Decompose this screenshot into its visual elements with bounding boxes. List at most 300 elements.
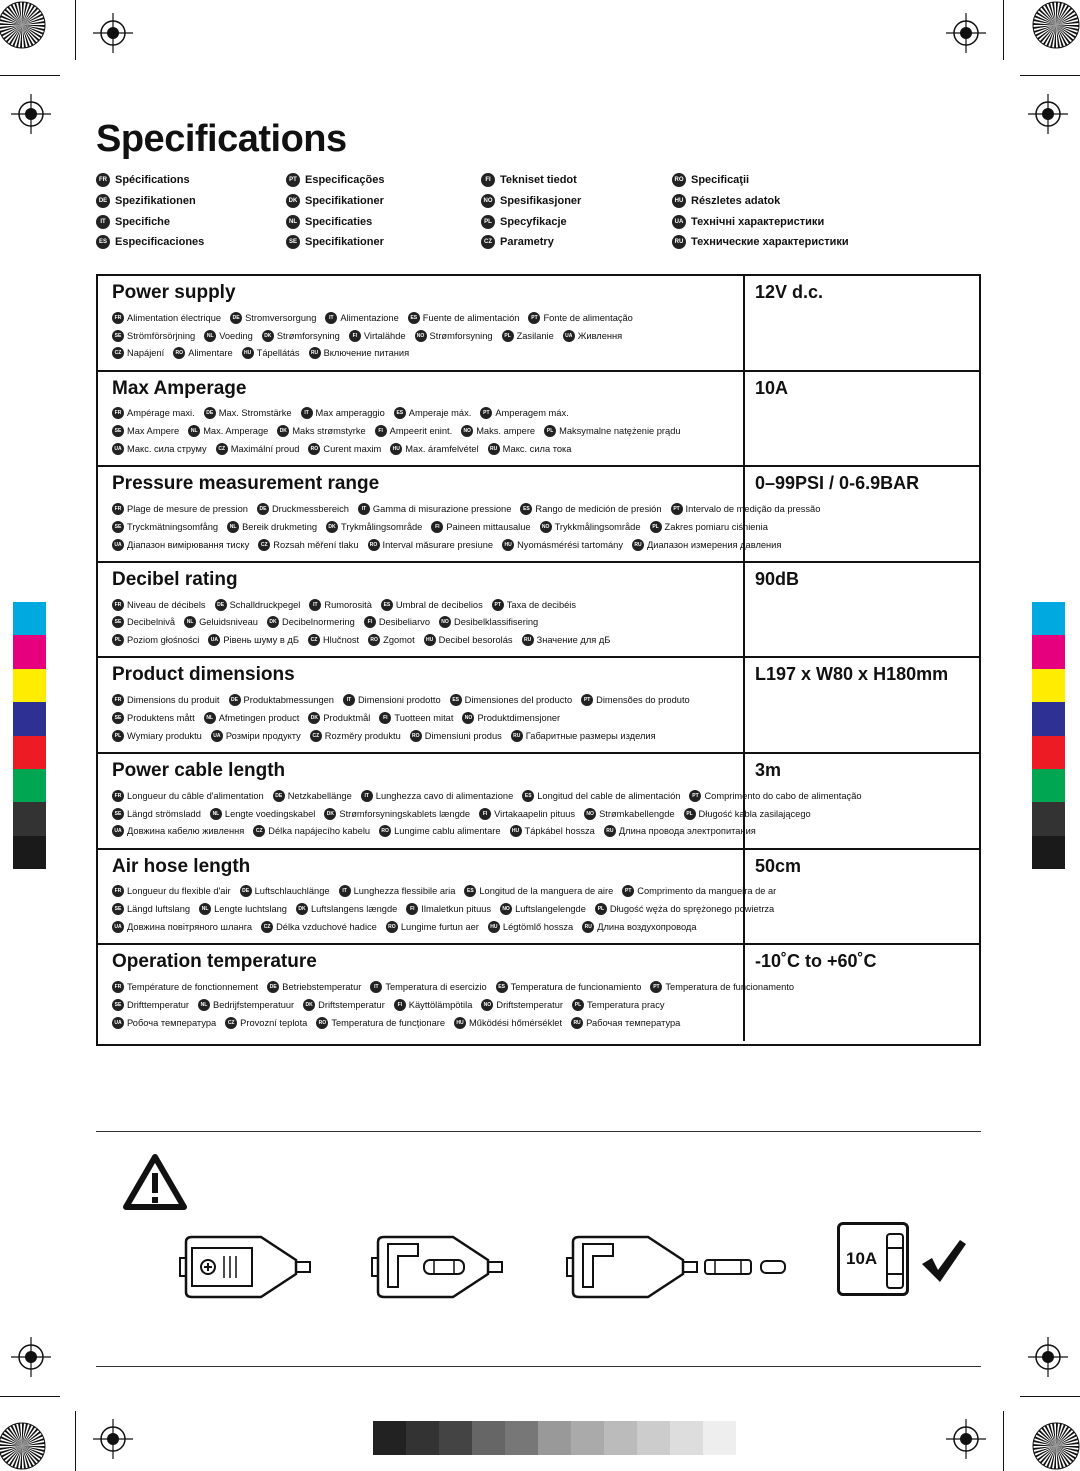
translation-item — [211, 730, 301, 742]
flag-ro-icon: RO — [173, 347, 185, 359]
flag-fr-icon: FR — [112, 885, 124, 897]
flag-no-icon: NO — [584, 808, 596, 820]
fuse-box — [837, 1222, 909, 1296]
translation-text: Plage de mesure de pression — [127, 504, 248, 515]
translation-text: Virtalähde — [363, 330, 406, 341]
translation-item — [199, 903, 287, 915]
flag-ru-icon: RU — [632, 539, 644, 551]
translation-item — [326, 521, 422, 533]
translation-item — [584, 808, 674, 820]
translation-item — [112, 330, 195, 342]
flag-pl-icon: PL — [650, 521, 662, 533]
flag-nl-icon: NL — [188, 425, 200, 437]
flag-se-icon: SE — [112, 330, 124, 342]
translation-line — [112, 823, 756, 841]
translation-item — [370, 981, 486, 993]
flag-fi-icon: FI — [406, 903, 418, 915]
translation-item — [672, 211, 849, 232]
warning-icon — [122, 1153, 188, 1211]
flag-se-icon: SE — [112, 903, 124, 915]
flag-ro-icon: RO — [308, 443, 320, 455]
translation-item — [112, 825, 244, 837]
translation-text: Spécifications — [115, 174, 190, 187]
translation-line — [112, 405, 742, 423]
translation-text: Részletes adatok — [691, 195, 781, 208]
spec-value: -10˚C to +60˚C — [755, 951, 877, 972]
translation-text: Strømforsyningskablets længde — [339, 808, 471, 819]
translation-item — [310, 730, 401, 742]
flag-ua-icon: UA — [112, 825, 124, 837]
color-swatch — [13, 702, 46, 735]
translation-item — [650, 521, 768, 533]
translation-item — [622, 885, 776, 897]
flag-cz-icon: CZ — [225, 1017, 237, 1029]
translation-item — [581, 694, 690, 706]
translation-text: Tuotteen mitat — [394, 713, 454, 724]
translation-item — [358, 503, 511, 515]
flag-fr-icon: FR — [112, 599, 124, 611]
translation-line — [112, 1014, 742, 1032]
starburst-mark-icon — [1031, 0, 1080, 50]
translation-text: Temperatura de funcionamiento — [510, 982, 642, 993]
gray-swatch — [472, 1421, 505, 1455]
flag-se-icon: SE — [286, 235, 300, 249]
translation-item — [267, 616, 355, 628]
flag-it-icon: IT — [343, 694, 355, 706]
translation-item — [262, 330, 340, 342]
flag-cz-icon: CZ — [310, 730, 322, 742]
color-swatch — [1032, 802, 1065, 835]
translation-item — [230, 312, 316, 324]
flag-ro-icon: RO — [672, 173, 686, 187]
color-swatch — [13, 602, 46, 635]
flag-nl-icon: NL — [286, 215, 300, 229]
translation-item — [379, 825, 500, 837]
translation-item — [112, 981, 258, 993]
spec-row — [98, 563, 979, 659]
translation-item — [488, 921, 573, 933]
flag-de-icon: DE — [215, 599, 227, 611]
spec-label-cell — [98, 850, 777, 944]
translation-text: Max. áramfelvétel — [405, 444, 479, 455]
translation-text: Interval măsurare presiune — [382, 539, 494, 550]
translation-line — [112, 631, 742, 649]
translation-text: Amperagem máx. — [495, 408, 569, 419]
flag-pt-icon: PT — [689, 790, 701, 802]
translation-text: Технічні характеристики — [691, 215, 825, 228]
specifications-table — [96, 274, 981, 1046]
translation-item — [258, 539, 358, 551]
flag-ru-icon: RU — [571, 1017, 583, 1029]
translation-item — [431, 521, 530, 533]
flag-fi-icon: FI — [379, 712, 391, 724]
translation-text: Діапазон вимірювання тиску — [127, 539, 250, 550]
spec-translations — [112, 883, 777, 936]
translation-column — [96, 170, 204, 253]
spec-value: 10A — [755, 377, 789, 398]
flag-pl-icon: PL — [572, 999, 584, 1011]
flag-hu-icon: HU — [488, 921, 500, 933]
translation-item — [112, 425, 179, 437]
translation-item — [112, 634, 199, 646]
translation-text: Comprimento do cabo de alimentação — [704, 790, 862, 801]
translation-text: Tápkábel hossza — [524, 826, 595, 837]
translation-text: Desibeliarvo — [378, 617, 430, 628]
flag-nl-icon: NL — [227, 521, 239, 533]
translation-text: Dimensions du produit — [127, 695, 220, 706]
translation-line — [112, 309, 742, 327]
translation-text: Wymiary produktu — [127, 730, 202, 741]
translation-text: Temperatura pracy — [587, 999, 665, 1010]
spec-translations — [112, 787, 862, 840]
translation-item — [112, 312, 221, 324]
translation-item — [112, 790, 264, 802]
translation-item — [464, 885, 613, 897]
translation-item — [689, 790, 861, 802]
translation-item — [450, 694, 573, 706]
flag-dk-icon: DK — [267, 616, 279, 628]
translation-text: Druckmessbereich — [271, 504, 349, 515]
translation-item — [204, 712, 300, 724]
translation-item — [479, 808, 575, 820]
checkmark-icon — [918, 1236, 968, 1284]
translation-text: Specifiche — [115, 215, 171, 228]
translation-text: Decibel besorolás — [438, 635, 513, 646]
translation-text: Розміри продукту — [225, 730, 301, 741]
translation-item — [502, 539, 623, 551]
color-swatch — [13, 669, 46, 702]
flag-pt-icon: PT — [492, 599, 504, 611]
flag-nl-icon: NL — [210, 808, 222, 820]
translation-text: Specyfikacje — [500, 215, 567, 228]
crop-mark — [1003, 1411, 1004, 1471]
color-swatch — [1032, 836, 1065, 869]
spec-label-cell — [98, 563, 745, 657]
translation-text: Lunghezza cavo di alimentazione — [375, 790, 514, 801]
translation-text: Délka vzduchové hadice — [276, 922, 377, 933]
translation-text: Значение для дБ — [536, 635, 611, 646]
spec-name: Power cable length — [112, 760, 286, 781]
translation-text: Comprimento da mangueira de ar — [637, 886, 777, 897]
translation-text: Длина воздухопровода — [597, 922, 697, 933]
translation-item — [208, 634, 299, 646]
flag-pl-icon: PL — [502, 330, 514, 342]
flag-ru-icon: RU — [309, 347, 321, 359]
translation-text: Zasilanie — [516, 330, 554, 341]
translation-text: Max amperaggio — [315, 408, 385, 419]
translation-text: Alimentazione — [340, 312, 399, 323]
spec-row — [98, 658, 979, 754]
spec-name: Operation temperature — [112, 951, 317, 973]
translation-item — [112, 694, 220, 706]
flag-ro-icon: RO — [410, 730, 422, 742]
gray-swatch — [571, 1421, 604, 1455]
flag-no-icon: NO — [481, 194, 495, 208]
translation-text: Parametry — [500, 236, 554, 249]
flag-dk-icon: DK — [296, 903, 308, 915]
translation-line — [112, 787, 862, 805]
translation-text: Довжина повітряного шланга — [127, 922, 253, 933]
translation-item — [96, 191, 204, 212]
translation-text: Tekniset tiedot — [500, 174, 577, 187]
translation-text: Netzkabellänge — [287, 790, 352, 801]
color-swatch — [13, 836, 46, 869]
translation-item — [325, 312, 398, 324]
flag-se-icon: SE — [112, 521, 124, 533]
translation-item — [286, 211, 385, 232]
flag-hu-icon: HU — [424, 634, 436, 646]
spec-translations — [112, 691, 742, 744]
translation-item — [96, 170, 204, 191]
flag-ua-icon: UA — [211, 730, 223, 742]
spec-row — [98, 372, 979, 468]
flag-fi-icon: FI — [364, 616, 376, 628]
flag-it-icon: IT — [325, 312, 337, 324]
flag-se-icon: SE — [112, 712, 124, 724]
translation-item — [480, 407, 568, 419]
translation-text: Alimentation électrique — [127, 312, 222, 323]
translation-text: Luftslangens længde — [310, 904, 398, 915]
flag-fr-icon: FR — [112, 981, 124, 993]
flag-it-icon: IT — [309, 599, 321, 611]
flag-ru-icon: RU — [488, 443, 500, 455]
translation-text: Rango de medición de presión — [535, 504, 662, 515]
translation-text: Specifikationer — [305, 236, 384, 249]
translation-item — [96, 211, 204, 232]
translation-text: Niveau de décibels — [127, 599, 206, 610]
translation-item — [242, 347, 300, 359]
translation-text: Живлення — [577, 330, 623, 341]
crop-mark — [0, 1396, 60, 1397]
translation-line — [112, 422, 742, 440]
translation-text: Luftschlauchlänge — [254, 886, 330, 897]
spec-translations — [112, 309, 742, 362]
flag-se-icon: SE — [112, 808, 124, 820]
translation-text: Tápellátás — [256, 348, 300, 359]
translation-text: Zgomot — [383, 635, 415, 646]
flag-cz-icon: CZ — [481, 235, 495, 249]
translation-column — [672, 170, 849, 253]
color-swatch — [13, 635, 46, 668]
translation-item — [540, 521, 641, 533]
spec-name: Power supply — [112, 282, 236, 303]
translation-text: Provozní teplota — [240, 1017, 308, 1028]
flag-fi-icon: FI — [349, 330, 361, 342]
translation-item — [481, 999, 563, 1011]
flag-pl-icon: PL — [112, 730, 124, 742]
translation-text: Especificações — [305, 174, 385, 187]
translation-text: Specificaties — [305, 215, 373, 228]
translation-text: Taxa de decibéis — [506, 599, 577, 610]
translation-text: Spezifikationen — [115, 195, 196, 208]
translation-text: Decibelnormering — [281, 617, 355, 628]
translation-text: Nyomásmérési tartomány — [517, 539, 624, 550]
flag-se-icon: SE — [112, 616, 124, 628]
translation-item — [273, 790, 352, 802]
translation-text: Bedrijfstemperatuur — [213, 999, 295, 1010]
divider-bottom — [96, 1366, 981, 1367]
translation-item — [520, 503, 661, 515]
color-swatch — [1032, 635, 1065, 668]
translation-item — [173, 347, 232, 359]
flag-de-icon: DE — [257, 503, 269, 515]
flag-pt-icon: PT — [528, 312, 540, 324]
gray-swatch — [637, 1421, 670, 1455]
spec-name: Pressure measurement range — [112, 473, 380, 495]
translation-text: Max Ampere — [127, 426, 180, 437]
flag-fi-icon: FI — [375, 425, 387, 437]
spec-label-cell — [98, 372, 745, 466]
starburst-mark-icon — [1031, 1421, 1080, 1471]
translation-item — [215, 599, 301, 611]
flag-no-icon: NO — [462, 712, 474, 724]
translation-item — [112, 599, 206, 611]
translation-text: Strømkabellengde — [599, 808, 675, 819]
translation-text: Desibelklassifisering — [454, 617, 539, 628]
flag-dk-icon: DK — [303, 999, 315, 1011]
translation-text: Lungime furtun aer — [400, 922, 479, 933]
translation-item — [522, 634, 611, 646]
translation-item — [672, 232, 849, 253]
color-swatch — [13, 769, 46, 802]
translation-text: Betriebstemperatur — [282, 982, 362, 993]
translation-text: Longitud del cable de alimentación — [537, 790, 681, 801]
translation-text: Tryckmätningsomfång — [127, 521, 219, 532]
flag-ru-icon: RU — [604, 825, 616, 837]
color-swatch — [1032, 736, 1065, 769]
flag-nl-icon: NL — [199, 903, 211, 915]
translation-text: Maksymalne natężenie prądu — [559, 426, 681, 437]
spec-translations — [112, 500, 821, 553]
translation-text: Rumorosità — [324, 599, 372, 610]
flag-hu-icon: HU — [390, 443, 402, 455]
translation-text: Dimensões do produto — [596, 695, 690, 706]
translation-item — [462, 712, 560, 724]
translation-line — [112, 996, 742, 1014]
spec-value: L197 x W80 x H180mm — [755, 664, 949, 685]
translation-item — [461, 425, 535, 437]
translation-item — [253, 825, 370, 837]
translation-item — [112, 407, 195, 419]
translation-item — [528, 312, 632, 324]
fuse-icon — [886, 1233, 904, 1289]
translation-item — [500, 903, 586, 915]
translation-item — [112, 921, 252, 933]
crop-mark — [0, 75, 60, 76]
translation-item — [415, 330, 493, 342]
translation-item — [650, 981, 794, 993]
translation-text: Dimensiuni produs — [424, 730, 502, 741]
flag-it-icon: IT — [358, 503, 370, 515]
translation-text: Ilmaletkun pituus — [421, 904, 492, 915]
flag-fr-icon: FR — [112, 503, 124, 515]
translation-item — [481, 232, 581, 253]
fuse-rating: 10A — [846, 1249, 878, 1268]
translation-item — [672, 191, 849, 212]
flag-it-icon: IT — [301, 407, 313, 419]
translation-item — [112, 521, 218, 533]
translation-item — [112, 347, 164, 359]
translation-text: Макс. сила струму — [127, 444, 207, 455]
translation-text: Maks strømstyrke — [292, 426, 366, 437]
translation-item — [225, 1017, 307, 1029]
translation-item — [381, 599, 483, 611]
translation-text: Intervalo de medição da pressão — [685, 504, 821, 515]
translation-item — [309, 599, 372, 611]
translation-text: Luftslangelengde — [515, 904, 586, 915]
translation-text: Fonte de alimentação — [543, 312, 633, 323]
translation-item — [112, 1017, 216, 1029]
translation-text: Longitud de la manguera de aire — [479, 886, 614, 897]
flag-ua-icon: UA — [112, 1017, 124, 1029]
translation-text: Driftstemperatur — [318, 999, 385, 1010]
flag-es-icon: ES — [408, 312, 420, 324]
translation-text: Ampeerit enint. — [389, 426, 453, 437]
flag-de-icon: DE — [96, 194, 110, 208]
translation-item — [204, 407, 292, 419]
flag-pl-icon: PL — [544, 425, 556, 437]
flag-ru-icon: RU — [511, 730, 523, 742]
translation-text: Produktabmessungen — [243, 695, 334, 706]
flag-ru-icon: RU — [582, 921, 594, 933]
translation-item — [349, 330, 406, 342]
translation-text: Spesifikasjoner — [500, 195, 582, 208]
translation-item — [481, 170, 581, 191]
flag-fr-icon: FR — [112, 407, 124, 419]
translation-text: Lengte luchtslang — [214, 904, 287, 915]
translation-item — [488, 443, 572, 455]
spec-name: Air hose length — [112, 855, 251, 877]
translation-item — [339, 885, 456, 897]
crop-mark — [75, 1411, 76, 1471]
translation-text: Lengte voedingskabel — [224, 808, 316, 819]
translation-text: Lungime cablu alimentare — [394, 826, 501, 837]
translation-item — [303, 999, 385, 1011]
flag-no-icon: NO — [439, 616, 451, 628]
flag-de-icon: DE — [204, 407, 216, 419]
flag-es-icon: ES — [520, 503, 532, 515]
translation-text: Технические характеристики — [691, 236, 849, 249]
translation-line — [112, 614, 742, 632]
translation-item — [364, 616, 430, 628]
translation-item — [502, 330, 554, 342]
translation-text: Длина провода электропитания — [618, 826, 756, 837]
flag-no-icon: NO — [415, 330, 427, 342]
spec-value: 50cm — [755, 855, 802, 876]
translation-text: Temperatura de funcţionare — [331, 1017, 446, 1028]
flag-es-icon: ES — [96, 235, 110, 249]
translation-item — [522, 790, 680, 802]
translation-item — [277, 425, 365, 437]
flag-ro-icon: RO — [386, 921, 398, 933]
translation-item — [604, 825, 756, 837]
translation-item — [286, 191, 385, 212]
flag-es-icon: ES — [464, 885, 476, 897]
translation-line — [112, 440, 742, 458]
spec-value: 90dB — [755, 568, 800, 589]
translation-text: Strömförsörjning — [127, 330, 196, 341]
flag-cz-icon: CZ — [253, 825, 265, 837]
flag-fr-icon: FR — [96, 173, 110, 187]
translation-text: Включение питания — [323, 348, 410, 359]
gray-swatch — [373, 1421, 406, 1455]
translation-text: Рівень шуму в дБ — [223, 635, 299, 646]
gray-swatch — [604, 1421, 637, 1455]
translation-text: Longueur du câble d'alimentation — [127, 790, 264, 801]
flag-dk-icon: DK — [286, 194, 300, 208]
registration-mark-icon — [91, 11, 135, 55]
translation-item — [571, 1017, 680, 1029]
